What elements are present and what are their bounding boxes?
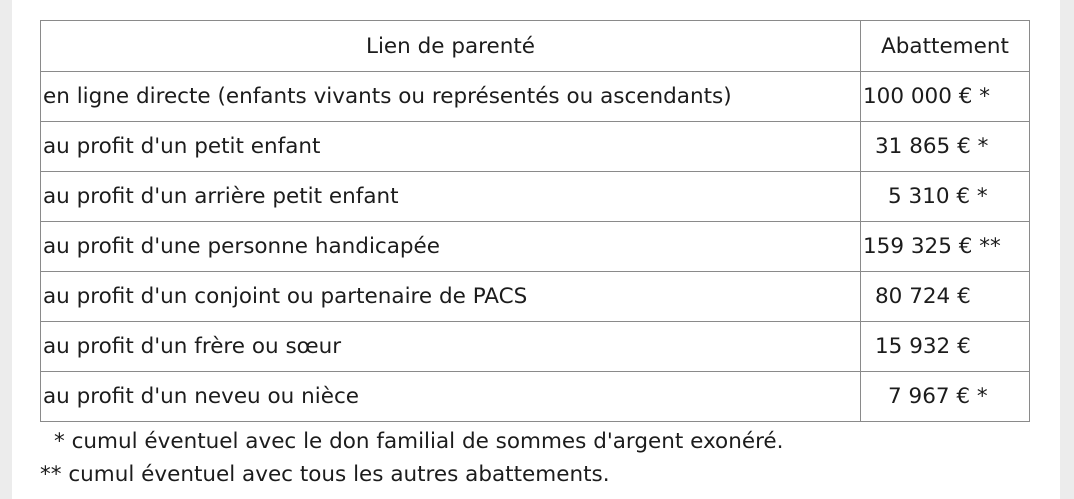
amount-cell: 7 967 € * bbox=[861, 372, 1030, 422]
amount-cell: 15 932 € bbox=[861, 322, 1030, 372]
footnote-single-star: * cumul éventuel avec le don familial de sommes d'argent exonéré. bbox=[54, 429, 784, 454]
right-margin-bar bbox=[1060, 0, 1074, 499]
footnotes bbox=[40, 425, 784, 491]
table-row bbox=[41, 322, 1030, 372]
table-row bbox=[41, 222, 1030, 272]
table-row bbox=[41, 272, 1030, 322]
amount-cell: 159 325 € ** bbox=[861, 222, 1030, 272]
amount-cell: 5 310 € * bbox=[861, 172, 1030, 222]
header-abatement: Abattement bbox=[861, 21, 1030, 72]
amount-cell: 80 724 € bbox=[861, 272, 1030, 322]
relation-cell: en ligne directe (enfants vivants ou représentés ou ascendants) bbox=[41, 72, 861, 122]
table-row bbox=[41, 122, 1030, 172]
header-relation: Lien de parenté bbox=[41, 21, 861, 72]
relation-cell: au profit d'un frère ou sœur bbox=[41, 322, 861, 372]
relation-cell: au profit d'un neveu ou nièce bbox=[41, 372, 861, 422]
footnote-double-star: ** cumul éventuel avec tous les autres abattements. bbox=[40, 462, 610, 487]
relation-cell: au profit d'une personne handicapée bbox=[41, 222, 861, 272]
amount-cell: 31 865 € * bbox=[861, 122, 1030, 172]
table-row bbox=[41, 172, 1030, 222]
table-header-row bbox=[41, 21, 1030, 72]
relation-cell: au profit d'un arrière petit enfant bbox=[41, 172, 861, 222]
abatement-table bbox=[40, 20, 1030, 422]
left-margin-bar bbox=[0, 0, 12, 499]
relation-cell: au profit d'un conjoint ou partenaire de PACS bbox=[41, 272, 861, 322]
table-row bbox=[41, 372, 1030, 422]
table-row bbox=[41, 72, 1030, 122]
relation-cell: au profit d'un petit enfant bbox=[41, 122, 861, 172]
amount-cell: 100 000 € * bbox=[861, 72, 1030, 122]
